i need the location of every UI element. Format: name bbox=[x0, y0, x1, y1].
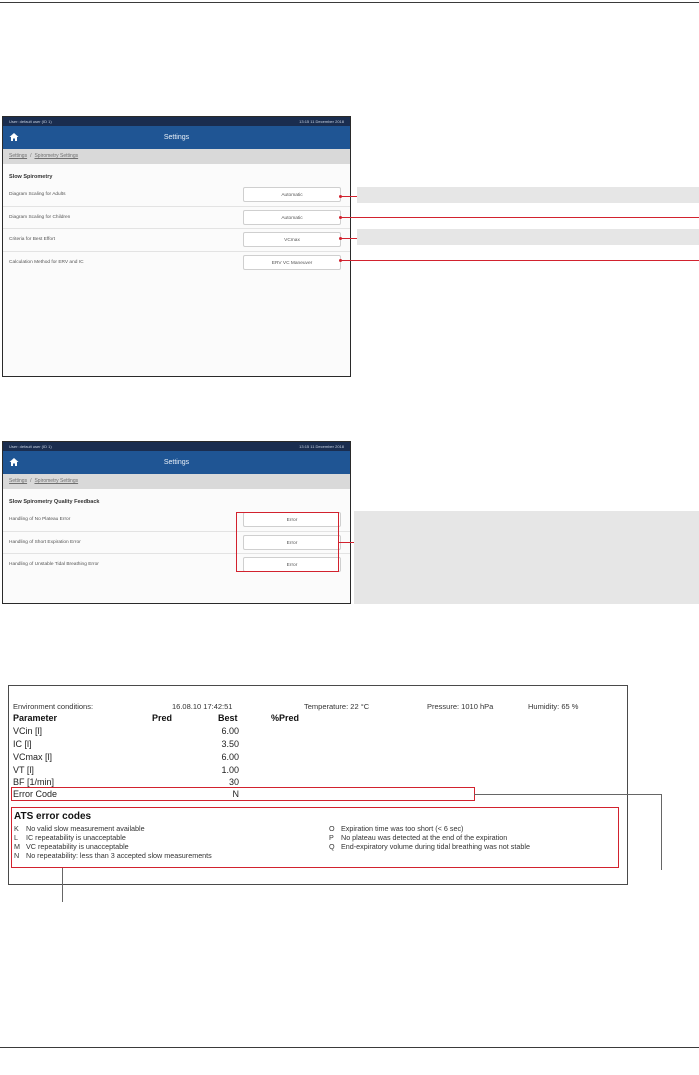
code-text: No valid slow measurement available bbox=[26, 824, 145, 833]
code-letter: M bbox=[14, 842, 20, 851]
param-name: VCmax [l] bbox=[13, 752, 53, 762]
settings-screenshot-slow-spirometry bbox=[2, 116, 351, 377]
setting-value-button[interactable]: Error bbox=[243, 557, 341, 572]
code-text: IC repeatability is unacceptable bbox=[26, 833, 126, 842]
code-letter: L bbox=[14, 833, 18, 842]
breadcrumb-spirometry-settings[interactable]: Spirometry Settings bbox=[34, 478, 79, 484]
header-parameter: Parameter bbox=[13, 713, 58, 723]
status-user: User: default user (ID 1) bbox=[9, 119, 52, 124]
callout-line bbox=[341, 196, 357, 197]
param-best: 6.00 bbox=[221, 726, 239, 736]
status-bar bbox=[3, 117, 350, 126]
param-best: 30 bbox=[228, 777, 239, 787]
callout-line bbox=[341, 238, 357, 239]
breadcrumb-settings[interactable]: Settings bbox=[9, 478, 28, 484]
setting-value-button[interactable]: VCmax bbox=[243, 232, 341, 247]
setting-value-button[interactable]: ERV VC Maneuver bbox=[243, 255, 341, 270]
error-code-name: Error Code bbox=[13, 789, 58, 799]
code-letter: K bbox=[14, 824, 19, 833]
callout-line bbox=[474, 794, 662, 795]
status-time: 13:15 11 December 2018 bbox=[299, 119, 344, 124]
ats-title: ATS error codes bbox=[14, 811, 92, 822]
setting-row bbox=[3, 207, 350, 230]
header-best: Best bbox=[218, 713, 238, 723]
code-text: No plateau was detected at the end of the expiration bbox=[341, 833, 508, 842]
param-best: 3.50 bbox=[221, 739, 239, 749]
setting-value-button[interactable]: Error bbox=[243, 512, 341, 527]
callout-line bbox=[661, 794, 662, 870]
setting-label: Handling of Short Expiration Error bbox=[9, 539, 81, 545]
env-label: Environment conditions: bbox=[13, 702, 94, 711]
callout-bar bbox=[357, 187, 699, 203]
breadcrumb: Settings / Spirometry Settings bbox=[3, 474, 350, 489]
header-pred: Pred bbox=[152, 713, 173, 723]
status-user: User: default user (ID 1) bbox=[9, 444, 52, 449]
param-name: BF [1/min] bbox=[13, 777, 55, 787]
breadcrumb-settings[interactable]: Settings bbox=[9, 153, 28, 159]
env-datetime: 16.08.10 17:42:51 bbox=[172, 702, 233, 711]
setting-value-button[interactable]: Automatic bbox=[243, 210, 341, 225]
param-best: 1.00 bbox=[221, 765, 239, 775]
home-icon[interactable] bbox=[9, 457, 19, 467]
code-text: No repeatability: less than 3 accepted slow measurements bbox=[26, 851, 212, 860]
ats-code-item bbox=[14, 824, 145, 833]
ats-code-item bbox=[329, 824, 463, 833]
param-name: VT [l] bbox=[13, 765, 34, 775]
setting-label: Calculation Method for ERV and IC bbox=[9, 259, 84, 265]
ats-code-item bbox=[14, 851, 212, 860]
code-letter: P bbox=[329, 833, 334, 842]
setting-label: Handling of No Plateau Error bbox=[9, 517, 71, 522]
code-text: Expiration time was too short (< 6 sec) bbox=[341, 824, 464, 833]
param-name: VCin [l] bbox=[13, 726, 43, 736]
page-title: Settings bbox=[163, 459, 190, 466]
status-bar bbox=[3, 442, 350, 451]
callout-bar bbox=[354, 511, 699, 604]
section-title: Slow Spirometry bbox=[9, 174, 53, 180]
measurement-report bbox=[8, 685, 628, 885]
callout-line bbox=[341, 217, 699, 218]
setting-label: Criteria for Best Effort bbox=[9, 237, 56, 242]
breadcrumb: Settings / Spirometry Settings bbox=[3, 149, 350, 164]
highlight-box bbox=[236, 512, 339, 572]
ats-code-item bbox=[14, 842, 129, 851]
error-code-highlight bbox=[11, 787, 475, 801]
param-best: 6.00 bbox=[221, 752, 239, 762]
code-letter: O bbox=[329, 824, 335, 833]
callout-line bbox=[62, 868, 63, 902]
page-title: Settings bbox=[163, 134, 190, 141]
setting-row bbox=[3, 229, 350, 252]
env-temperature: Temperature: 22 °C bbox=[304, 702, 370, 711]
code-letter: Q bbox=[329, 842, 335, 851]
bottom-rule bbox=[0, 1047, 699, 1048]
error-code-value: N bbox=[232, 789, 239, 799]
env-humidity: Humidity: 65 % bbox=[528, 702, 579, 711]
top-rule bbox=[0, 2, 699, 3]
setting-row bbox=[3, 184, 350, 207]
ats-code-item bbox=[329, 833, 507, 842]
setting-label: Handling of Unstable Tidal Breathing Error bbox=[9, 562, 99, 567]
home-icon[interactable] bbox=[9, 132, 19, 142]
setting-label: Diagram Scaling for Adults bbox=[9, 192, 66, 197]
env-pressure: Pressure: 1010 hPa bbox=[427, 702, 494, 711]
param-name: IC [l] bbox=[13, 739, 32, 749]
status-time: 13:15 11 December 2018 bbox=[299, 444, 344, 449]
ats-code-item bbox=[14, 833, 126, 842]
code-text: VC repeatability is unacceptable bbox=[26, 842, 129, 851]
callout-line bbox=[339, 542, 354, 543]
setting-value-button[interactable]: Error bbox=[243, 535, 341, 550]
code-text: End-expiratory volume during tidal breathing was not stable bbox=[341, 842, 530, 851]
header-pct-pred: %Pred bbox=[271, 713, 300, 723]
breadcrumb-spirometry-settings[interactable]: Spirometry Settings bbox=[34, 153, 79, 159]
ats-code-item bbox=[329, 842, 530, 851]
title-bar bbox=[3, 451, 350, 474]
section-title: Slow Spirometry Quality Feedback bbox=[9, 499, 100, 505]
setting-row bbox=[3, 252, 350, 274]
setting-value-button[interactable]: Automatic bbox=[243, 187, 341, 202]
title-bar bbox=[3, 126, 350, 149]
code-letter: N bbox=[14, 851, 20, 860]
callout-bar bbox=[357, 229, 699, 245]
setting-label: Diagram Scaling for Children bbox=[9, 214, 71, 220]
callout-line bbox=[341, 260, 699, 261]
